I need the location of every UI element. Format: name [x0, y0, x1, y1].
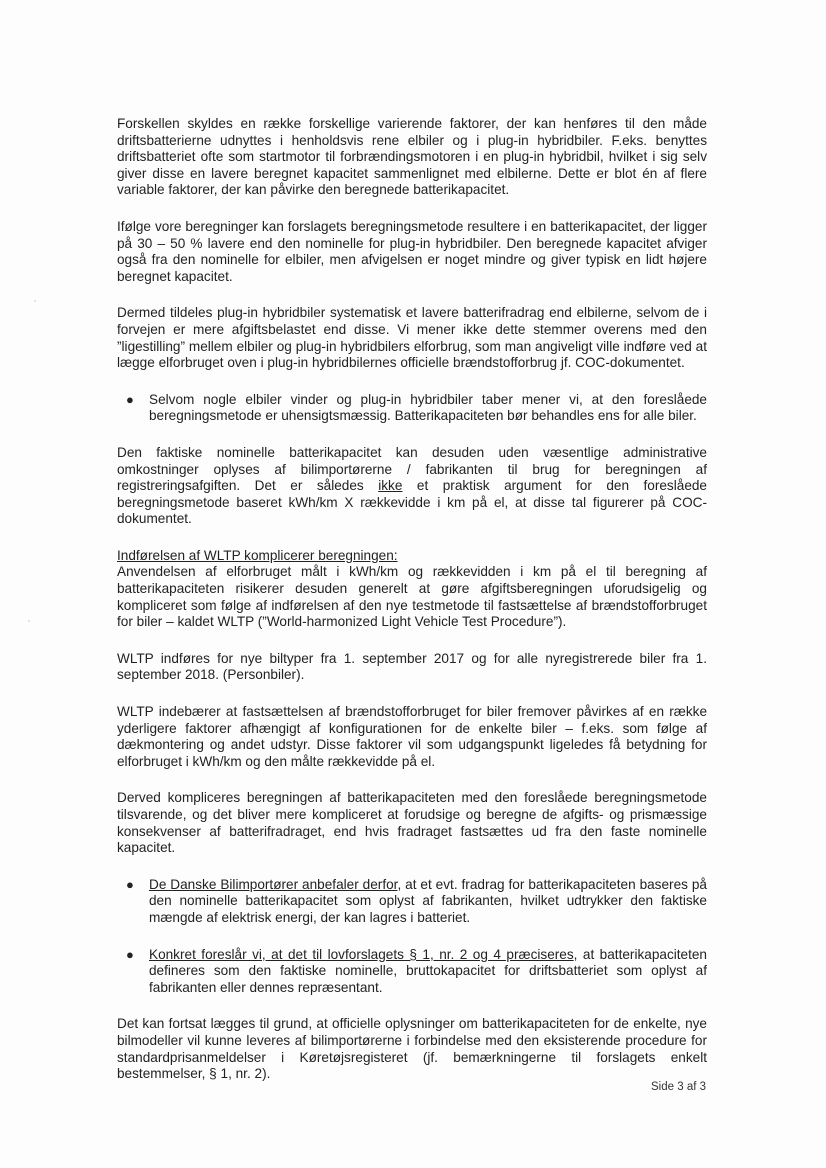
bullet-text: , at et evt. fradrag for batterikapaciteten baseres på den nominelle batterikapacitet som oplyst af fabrikanten, hvilket udtrykker den faktiske mængde af elektrisk energi, der kan lagres i batteriet. — [149, 876, 707, 925]
bullet-item-concrete-proposal — [117, 947, 707, 997]
bullet-underlined-text: De Danske Bilimportører anbefaler derfor — [149, 876, 398, 892]
paragraph-difference-reasons: Forskellen skyldes en række forskellige varierende faktorer, der kan henføres til den måde driftsbatterierne udnyttes i henholdsvis rene elbiler og i plug-in hybridbiler. F.eks. benyttes driftsbatteriet ofte som startmotor til forbrændingsmotoren i en plug-in hybridbil, hvilket i sig selv giver disse en lavere beregnet kapacitet sammenlignet med elbilerne. Dette er blot én af flere variable faktorer, der kan påvirke den beregnede batterikapacitet. — [117, 116, 707, 198]
bullet-icon: ● — [126, 876, 134, 892]
bullet-item-uniform-treatment — [117, 392, 707, 425]
paragraph-text: et praktisk argument for den foreslåede beregningsmetode baseret kWh/km X rækkevidde i km på el, at disse tal figurerer på COC-dokumentet. — [117, 478, 707, 527]
scan-speck — [34, 300, 36, 302]
paragraph-wltp-dates: WLTP indføres for nye biltyper fra 1. september 2017 og for alle nyregistrerede biler fra 1. september 2018. (Personbiler). — [117, 650, 707, 683]
scan-speck — [28, 620, 30, 622]
paragraph-complicated-calculation: Derved kompliceres beregningen af batterikapaciteten med den foreslåede beregningsmetode tilsvarende, og det bliver mere kompliceret at forudsige og beregne de afgifts- og prismæssige konsekvenser af batterifradraget, end hvis fradraget fastsættes ud fra den faste nominelle kapacitet. — [117, 790, 707, 856]
bullet-icon: ● — [126, 391, 134, 407]
paragraph-wltp-complication: Anvendelsen af elforbruget målt i kWh/km og rækkevidden i km på el til beregning af batterikapaciteten risikerer desuden generelt at gøre afgiftsberegningen uforudsigelig og kompliceret som følge af indførelsen af den nye testmetode til fastsættelse af brændstofforbruget for biler – kaldet WLTP (”World-harmonized Light Vehicle Test Procedure”). — [117, 564, 707, 630]
paragraph-text: Den faktiske nominelle batterikapacitet kan desuden uden væsentlige administrative omkostninger oplyses af bilimportørerne / fabrikanten til brug for beregningen af registreringsafgiften. Det er således — [117, 444, 707, 494]
bullet-icon: ● — [126, 946, 134, 962]
section-heading-wltp — [117, 548, 707, 565]
emphasis-underlined: ikke — [378, 478, 403, 494]
bullet-underlined-text: Konkret foreslår vi, at det til lovforslagets § 1, nr. 2 og 4 præciseres — [149, 946, 574, 962]
heading-text: Indførelsen af WLTP komplicerer beregningen: — [117, 547, 398, 563]
bullet-text: Selvom nogle elbiler vinder og plug-in hybridbiler taber mener vi, at den foreslåede beregningsmetode er uhensigtsmæssig. Batterikapaciteten bør behandles ens for alle biler. — [149, 391, 707, 424]
paragraph-official-information: Det kan fortsat lægges til grund, at officielle oplysninger om batterikapaciteten for de enkelte, nye bilmodeller vil kunne leveres af bilimportørerne i forbindelse med den eksisterende procedure for standardprisanmeldelser i Køretøjsregisteret (jf. bemærkningerne til forslagets enkelt bestemmelser, § 1, nr. 2). — [117, 1016, 707, 1082]
bullet-item-recommendation — [117, 877, 707, 927]
paragraph-calculations: Ifølge vore beregninger kan forslagets beregningsmetode resultere i en batterikapacitet, der ligger på 30 – 50 % lavere end den nominelle for plug-in hybridbiler. Den beregnede kapacitet afviger også fra den nominelle for elbiler, men afvigelsen er noget mindre og giver typisk en lidt højere beregnet kapacitet. — [117, 218, 707, 284]
paragraph-wltp-factors: WLTP indebærer at fastsættelsen af brændstofforbruget for biler fremover påvirkes af en række yderligere faktorer afhængigt af konfigurationen for de enkelte biler – f.eks. som følge af dækmontering og andet udstyr. Disse faktorer vil som udgangspunkt ligeledes få betydning for elforbruget i kWh/km og den målte rækkevidde på el. — [117, 704, 707, 769]
bullet-text: , at batterikapaciteten defineres som den faktiske nominelle, bruttokapacitet for driftsbatteriet som oplyst af fabrikanten eller dennes repræsentant. — [149, 946, 707, 995]
paragraph-nominal-capacity — [117, 445, 707, 528]
document-body — [117, 116, 707, 1103]
paragraph-plugin-deduction: Dermed tildeles plug-in hybridbiler systematisk et lavere batterifradrag end elbilerne, selvom de i forvejen er mere afgiftsbelastet end disse. Vi mener ikke dette stemmer overens med den ”ligestilling” mellem elbiler og plug-in hybridbilers elforbrug, som man angiveligt ville indføre ved at lægge elforbruget oven i plug-in hybridbilernes officielle brændstofforbrug jf. COC-dokumentet. — [117, 305, 707, 371]
page-number: Side 3 af 3 — [651, 1081, 706, 1093]
